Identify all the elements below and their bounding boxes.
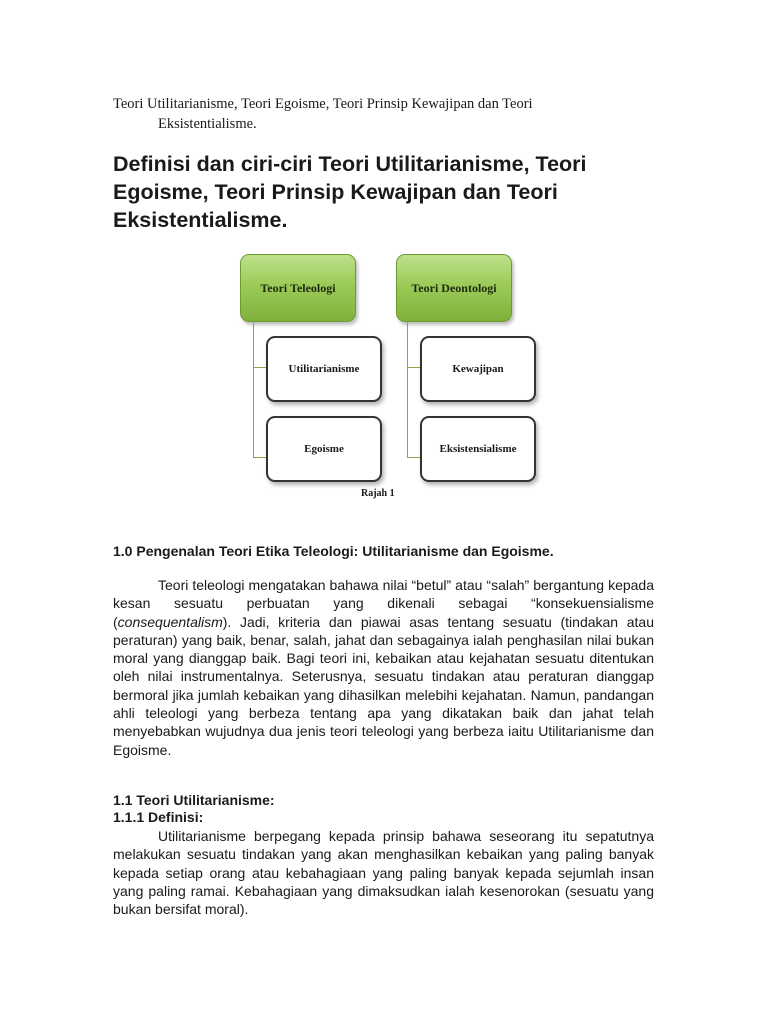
connector-branch bbox=[407, 367, 420, 368]
connector-branch bbox=[407, 457, 420, 458]
connector-branch bbox=[253, 367, 266, 368]
connector-branch bbox=[253, 457, 266, 458]
egoisme-box: Egoisme bbox=[266, 416, 382, 482]
eksistensialisme-box: Eksistensialisme bbox=[420, 416, 536, 482]
para-italic-term: consequentalism bbox=[117, 613, 223, 630]
page-heading: Definisi dan ciri-ciri Teori Utilitarianisme, Teori Egoisme, Teori Prinsip Kewajipan dan Teori Eksistentialisme. bbox=[113, 152, 587, 232]
section-heading-1-1: 1.1 Teori Utilitarianisme: bbox=[113, 792, 275, 808]
para-text: Teori teleologi mengatakan bahawa nilai “betul” atau “salah” bergantung kepada kesan sesuatu perbuatan yang dikenali sebagai “konsekuensialisme ( bbox=[113, 577, 654, 630]
section-subheading-1-1-1: 1.1.1 Definisi: bbox=[113, 809, 204, 825]
para-text: Utilitarianisme berpegang kepada prinsip bahawa seseorang itu sepatutnya melakukan sesuatu tindakan yang akan menghasilkan kebaikan yang paling banyak kepada setiap orang atau kebahagiaan yang paling banyak kepada sejumlah insan yang paling ramai. Kebahagiaan yang dimaksudkan ialah kesenorokan (sesuatu yang bukan bersifat moral). bbox=[113, 828, 654, 918]
diagram-caption: Rajah 1 bbox=[361, 488, 395, 499]
kewajipan-box: Kewajipan bbox=[420, 336, 536, 402]
title-line-2: Eksistentialisme. bbox=[158, 116, 257, 132]
section-heading-1-0: 1.0 Pengenalan Teori Etika Teleologi: Utilitarianisme dan Egoisme. bbox=[113, 543, 554, 559]
paragraph-teleologi bbox=[113, 576, 654, 759]
document-title bbox=[113, 94, 673, 134]
utilitarianisme-box: Utilitarianisme bbox=[266, 336, 382, 402]
para-text: ). Jadi, kriteria dan piawai asas tentang sesuatu (tindakan atau peraturan) yang baik, benar, salah, jahat dan sebagainya ialah penghasilan nilai bukan moral yang dianggap baik. Bagi teori ini, kebaikan atau kejahatan sesuatu ditentukan oleh nilai instrumentalnya. Seterusnya, sesuatu tindakan atau peraturan dianggap bermoral jika jumlah kebaikan yang dihasilkan melebihi kejahatan. Namun, pandangan ahli teleologi yang berbeza tentang apa yang dikatakan baik dan jahat telah menyebabkan wujudnya dua jenis teori teleologi yang berbeza iaitu Utilitarianisme dan Egoisme. bbox=[113, 613, 654, 758]
teleologi-box: Teori Teleologi bbox=[240, 254, 356, 322]
rajah-1-diagram bbox=[230, 250, 530, 510]
deontologi-connector bbox=[407, 321, 408, 458]
teleologi-connector bbox=[253, 321, 254, 458]
deontologi-box: Teori Deontologi bbox=[396, 254, 512, 322]
title-line-1: Teori Utilitarianisme, Teori Egoisme, Teori Prinsip Kewajipan dan Teori bbox=[113, 96, 533, 112]
paragraph-utilitarianisme bbox=[113, 827, 654, 918]
